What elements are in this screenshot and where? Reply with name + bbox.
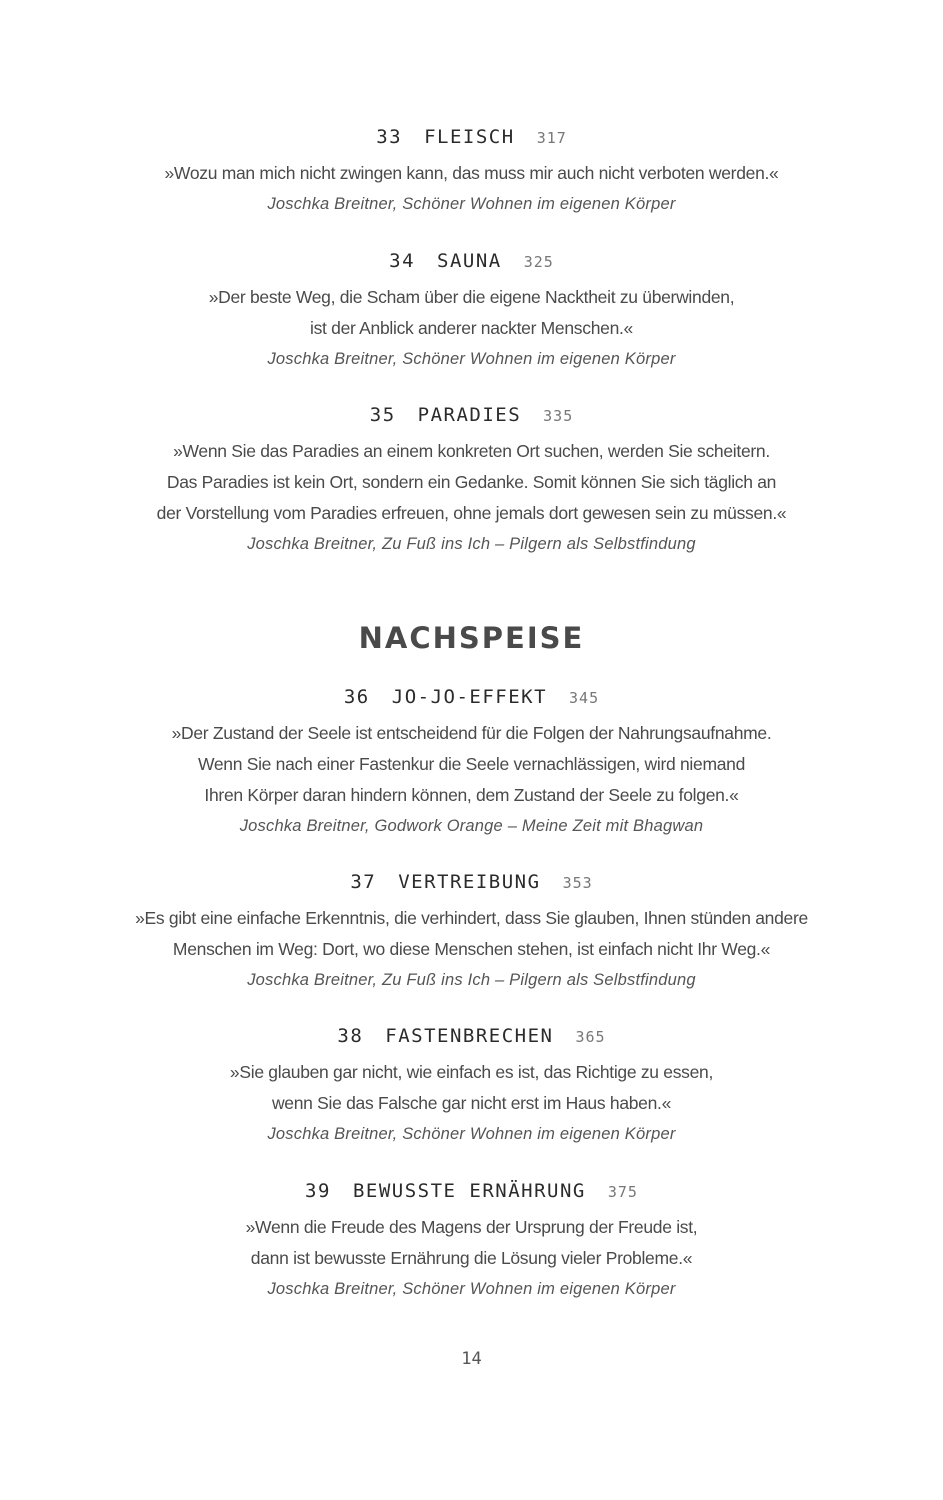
chapter-number: 37 <box>350 871 377 893</box>
page-reference: 353 <box>562 874 593 892</box>
toc-entry <box>0 1024 943 1146</box>
quote-line: ist der Anblick anderer nackter Menschen.« <box>310 318 633 338</box>
quote-line: »Der Zustand der Seele ist entscheidend für die Folgen der Nahrungsaufnahme. <box>171 723 772 743</box>
chapter-title: JO-JO-EFFEKT <box>391 686 548 708</box>
page-reference: 365 <box>575 1028 606 1046</box>
chapter-quote <box>0 436 943 529</box>
quote-source: Joschka Breitner, Schöner Wohnen im eigenen Körper <box>267 1125 676 1143</box>
chapter-title: FLEISCH <box>424 126 515 148</box>
toc-entry <box>0 125 943 216</box>
chapter-quote <box>0 282 943 344</box>
quote-line: Wenn Sie nach einer Fastenkur die Seele vernachlässigen, wird niemand <box>197 754 746 774</box>
chapter-quote <box>0 903 943 965</box>
chapter-quote <box>0 718 943 811</box>
entry-heading <box>0 125 943 149</box>
chapter-title: PARADIES <box>417 404 522 426</box>
toc-entry <box>0 1179 943 1301</box>
quote-source: Joschka Breitner, Schöner Wohnen im eigenen Körper <box>267 350 676 368</box>
chapter-title: FASTENBRECHEN <box>385 1025 554 1047</box>
page-reference: 317 <box>536 129 567 147</box>
toc-entry <box>0 249 943 371</box>
chapter-number: 33 <box>376 126 403 148</box>
chapter-quote <box>0 1057 943 1119</box>
toc-entry <box>0 870 943 992</box>
chapter-number: 38 <box>337 1025 364 1047</box>
quote-source: Joschka Breitner, Zu Fuß ins Ich – Pilgern als Selbstfindung <box>247 535 696 553</box>
page-number: 14 <box>461 1349 482 1369</box>
chapter-title: BEWUSSTE ERNÄHRUNG <box>352 1180 586 1202</box>
entry-heading <box>0 249 943 273</box>
entry-heading <box>0 685 943 709</box>
chapter-quote <box>0 1212 943 1274</box>
chapter-title: VERTREIBUNG <box>398 871 541 893</box>
quote-line: »Wenn die Freude des Magens der Ursprung der Freude ist, <box>245 1217 698 1237</box>
quote-line: »Der beste Weg, die Scham über die eigene Nacktheit zu überwinden, <box>208 287 735 307</box>
quote-line: »Wozu man mich nicht zwingen kann, das muss mir auch nicht verboten werden.« <box>164 163 779 183</box>
chapter-number: 36 <box>343 686 370 708</box>
quote-line: dann ist bewusste Ernährung die Lösung vieler Probleme.« <box>250 1248 693 1268</box>
quote-line: Ihren Körper daran hindern können, dem Zustand der Seele zu folgen.« <box>204 785 739 805</box>
quote-line: Menschen im Weg: Dort, wo diese Menschen stehen, ist einfach nicht Ihr Weg.« <box>172 939 771 959</box>
quote-line: der Vorstellung vom Paradies erfreuen, ohne jemals dort gewesen sein zu müssen.« <box>156 503 787 523</box>
quote-source: Joschka Breitner, Schöner Wohnen im eigenen Körper <box>267 195 676 213</box>
chapter-quote <box>0 158 943 189</box>
quote-source: Joschka Breitner, Zu Fuß ins Ich – Pilgern als Selbstfindung <box>247 971 696 989</box>
page-reference: 375 <box>607 1183 638 1201</box>
page-reference: 345 <box>569 689 600 707</box>
quote-source: Joschka Breitner, Godwork Orange – Meine Zeit mit Bhagwan <box>239 817 704 835</box>
page-reference: 325 <box>523 253 554 271</box>
chapter-number: 39 <box>305 1180 331 1202</box>
toc-entry <box>0 685 943 838</box>
quote-line: Das Paradies ist kein Ort, sondern ein Gedanke. Somit können Sie sich täglich an <box>166 472 777 492</box>
entry-heading <box>0 403 943 427</box>
quote-line: »Es gibt eine einfache Erkenntnis, die verhindert, dass Sie glauben, Ihnen stünden andere <box>135 908 808 928</box>
quote-line: wenn Sie das Falsche gar nicht erst im Haus haben.« <box>271 1093 672 1113</box>
section-title: NACHSPEISE <box>358 621 585 655</box>
entry-heading <box>0 1024 943 1048</box>
chapter-number: 35 <box>369 404 396 426</box>
chapter-title: SAUNA <box>437 250 502 272</box>
entry-heading <box>0 1179 943 1203</box>
toc-entry <box>0 403 943 556</box>
chapter-number: 34 <box>389 250 416 272</box>
quote-line: »Sie glauben gar nicht, wie einfach es ist, das Richtige zu essen, <box>229 1062 714 1082</box>
entry-heading <box>0 870 943 894</box>
quote-line: »Wenn Sie das Paradies an einem konkreten Ort suchen, werden Sie scheitern. <box>173 441 770 461</box>
quote-source: Joschka Breitner, Schöner Wohnen im eigenen Körper <box>267 1280 676 1298</box>
page-reference: 335 <box>543 407 574 425</box>
